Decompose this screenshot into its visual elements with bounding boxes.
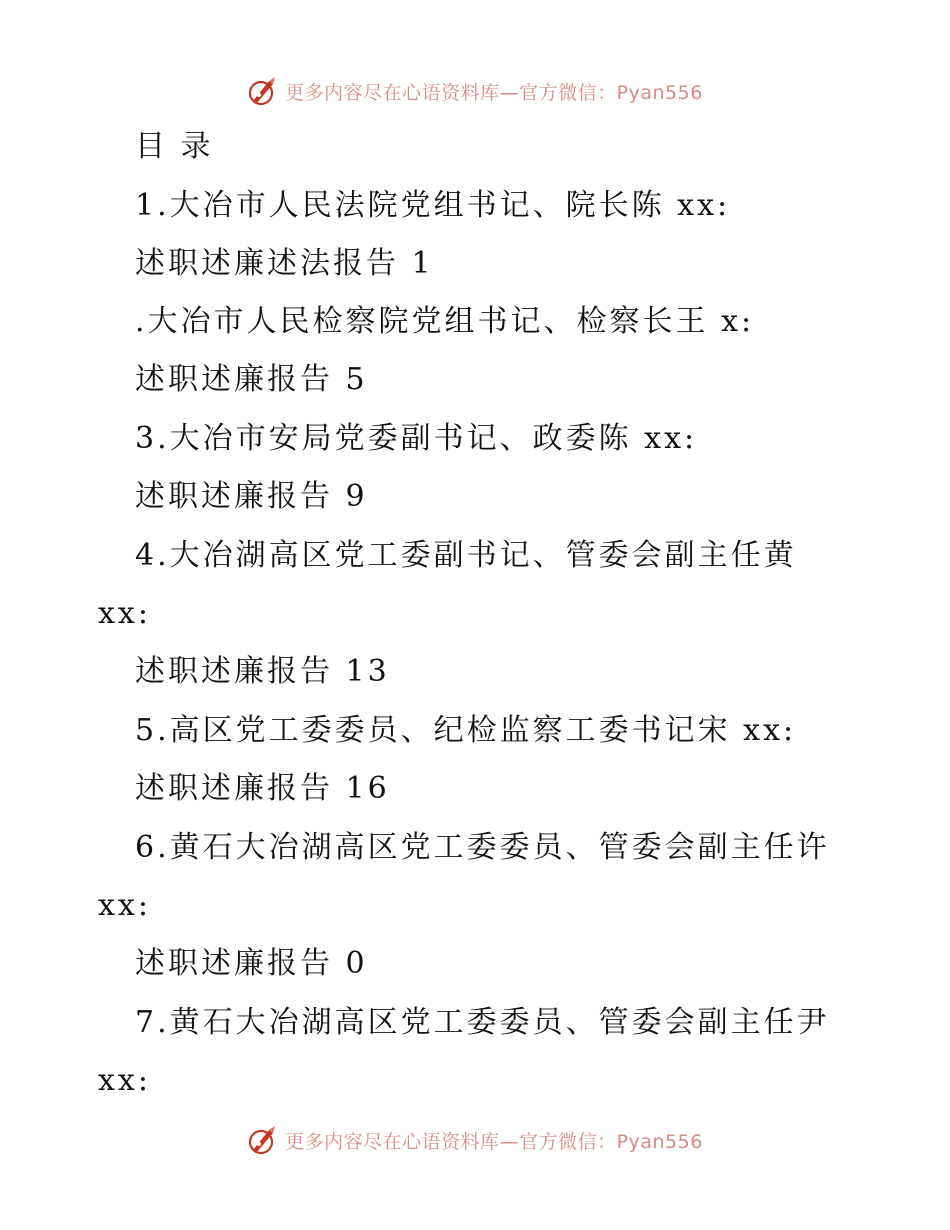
toc-title: 目 录 <box>135 129 214 164</box>
toc-line: 7.黄石大冶湖高区党工委委员、管委会副主任尹 <box>135 1005 830 1040</box>
toc-line: 5.高区党工委委员、纪检监察工委书记宋 xx: <box>135 713 797 748</box>
quill-pen-logo-icon <box>247 1124 279 1156</box>
toc-line: 3.大冶市安局党委副书记、政委陈 xx: <box>135 421 698 456</box>
toc-line: 4.大冶湖高区党工委副书记、管委会副主任黄 <box>135 538 797 573</box>
toc-line: 述职述廉报告 9 <box>135 479 368 514</box>
watermark-footer <box>0 1120 950 1160</box>
watermark-text: 更多内容尽在心语资料库—官方微信：Pyan556 <box>285 1130 703 1153</box>
toc-line: 述职述廉报告 16 <box>135 771 390 806</box>
toc-line: xx: <box>98 888 151 923</box>
toc-line: 述职述廉报告 13 <box>135 654 390 689</box>
quill-pen-logo-icon <box>247 75 279 107</box>
toc-line: xx: <box>98 596 151 631</box>
toc-line: 述职述廉述法报告 1 <box>135 246 434 281</box>
watermark-text: 更多内容尽在心语资料库—官方微信：Pyan556 <box>285 81 703 104</box>
toc-line: 述职述廉报告 5 <box>135 362 368 397</box>
toc-line: 述职述廉报告 0 <box>135 946 368 981</box>
toc-line: 6.黄石大冶湖高区党工委委员、管委会副主任许 <box>135 830 830 865</box>
toc-line: xx: <box>98 1063 151 1098</box>
toc-line: 1.大冶市人民法院党组书记、院长陈 xx: <box>135 188 731 223</box>
watermark-header <box>0 71 950 111</box>
toc-line: .大冶市人民检察院党组书记、检察长王 x: <box>135 304 755 339</box>
